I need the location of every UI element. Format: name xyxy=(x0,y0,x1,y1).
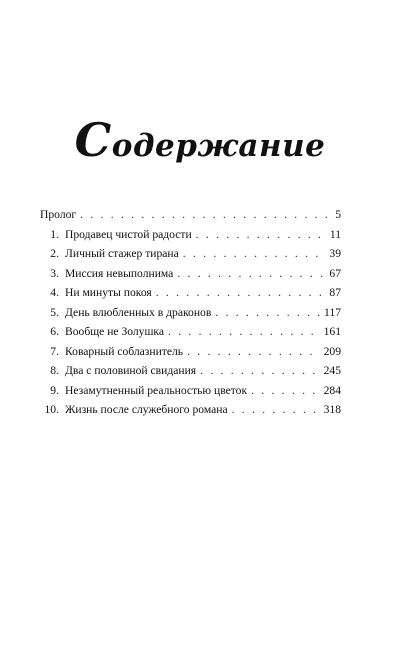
toc-entry[interactable] xyxy=(40,225,341,245)
contents-heading-rest: одержание xyxy=(111,127,326,164)
toc-entry-title: Продавец чистой радости xyxy=(65,227,192,241)
toc-entry-number: 8. xyxy=(50,364,59,377)
toc-leader-dots xyxy=(156,283,326,303)
toc-entry-prologue[interactable] xyxy=(40,205,341,225)
toc-leader-dots xyxy=(232,400,320,420)
toc-entry[interactable] xyxy=(40,322,341,342)
contents-heading-initial: С xyxy=(74,112,112,167)
toc-entry-page: 87 xyxy=(329,286,341,299)
toc-entry-number: 10. xyxy=(44,403,59,416)
contents-heading xyxy=(0,112,400,167)
toc-entry-number: 1. xyxy=(50,227,59,241)
toc-entry-page: 5 xyxy=(335,208,341,221)
toc-entry-number: 4. xyxy=(50,286,59,299)
toc-entry-page: 284 xyxy=(323,383,341,397)
toc-entry[interactable] xyxy=(40,244,341,264)
toc-leader-dots xyxy=(80,205,331,225)
toc-entry-page: 161 xyxy=(323,325,341,338)
toc-entry-page: 117 xyxy=(324,305,341,319)
toc-entry-page: 11 xyxy=(329,227,341,241)
toc-entry-number: 5. xyxy=(50,305,59,319)
table-of-contents xyxy=(40,205,341,420)
toc-entry-title: Два с половиной свидания xyxy=(65,364,197,377)
toc-entry-title: Вообще не Золушка xyxy=(65,325,165,338)
toc-entry-title: Коварный соблазнитель xyxy=(65,344,184,358)
toc-entry-title: Ни минуты покоя xyxy=(65,286,152,299)
toc-entry-title: Пролог xyxy=(40,208,77,221)
toc-entry-page: 245 xyxy=(323,364,341,377)
toc-leader-dots xyxy=(200,361,319,381)
toc-leader-dots xyxy=(251,381,320,401)
toc-entry[interactable] xyxy=(40,381,341,401)
toc-entry-number: 6. xyxy=(50,325,59,338)
toc-entry-number: 2. xyxy=(50,247,59,260)
toc-entry-title: Незамутненный реальностью цветок xyxy=(65,383,248,397)
toc-entry[interactable] xyxy=(40,303,341,323)
toc-entry-title: Миссия невыполнима xyxy=(65,266,174,280)
toc-entry[interactable] xyxy=(40,342,341,362)
toc-entry-number: 7. xyxy=(50,344,59,358)
toc-leader-dots xyxy=(177,264,325,284)
toc-leader-dots xyxy=(168,322,320,342)
toc-entry[interactable] xyxy=(40,361,341,381)
toc-entry-page: 39 xyxy=(329,247,341,260)
toc-entry-number: 3. xyxy=(50,266,59,280)
toc-entry[interactable] xyxy=(40,264,341,284)
toc-entry[interactable] xyxy=(40,283,341,303)
toc-leader-dots xyxy=(196,225,326,245)
toc-leader-dots xyxy=(215,303,320,323)
toc-entry-title: Личный стажер тирана xyxy=(65,247,179,260)
toc-entry-title: Жизнь после служебного романа xyxy=(65,403,228,416)
toc-entry-page: 67 xyxy=(329,266,341,280)
toc-entry[interactable] xyxy=(40,400,341,420)
toc-entry-page: 209 xyxy=(323,344,341,358)
toc-leader-dots xyxy=(187,342,320,362)
toc-entry-title: День влюбленных в драконов xyxy=(65,305,212,319)
toc-entry-number: 9. xyxy=(50,383,59,397)
toc-leader-dots xyxy=(183,244,326,264)
toc-entry-page: 318 xyxy=(323,403,341,416)
